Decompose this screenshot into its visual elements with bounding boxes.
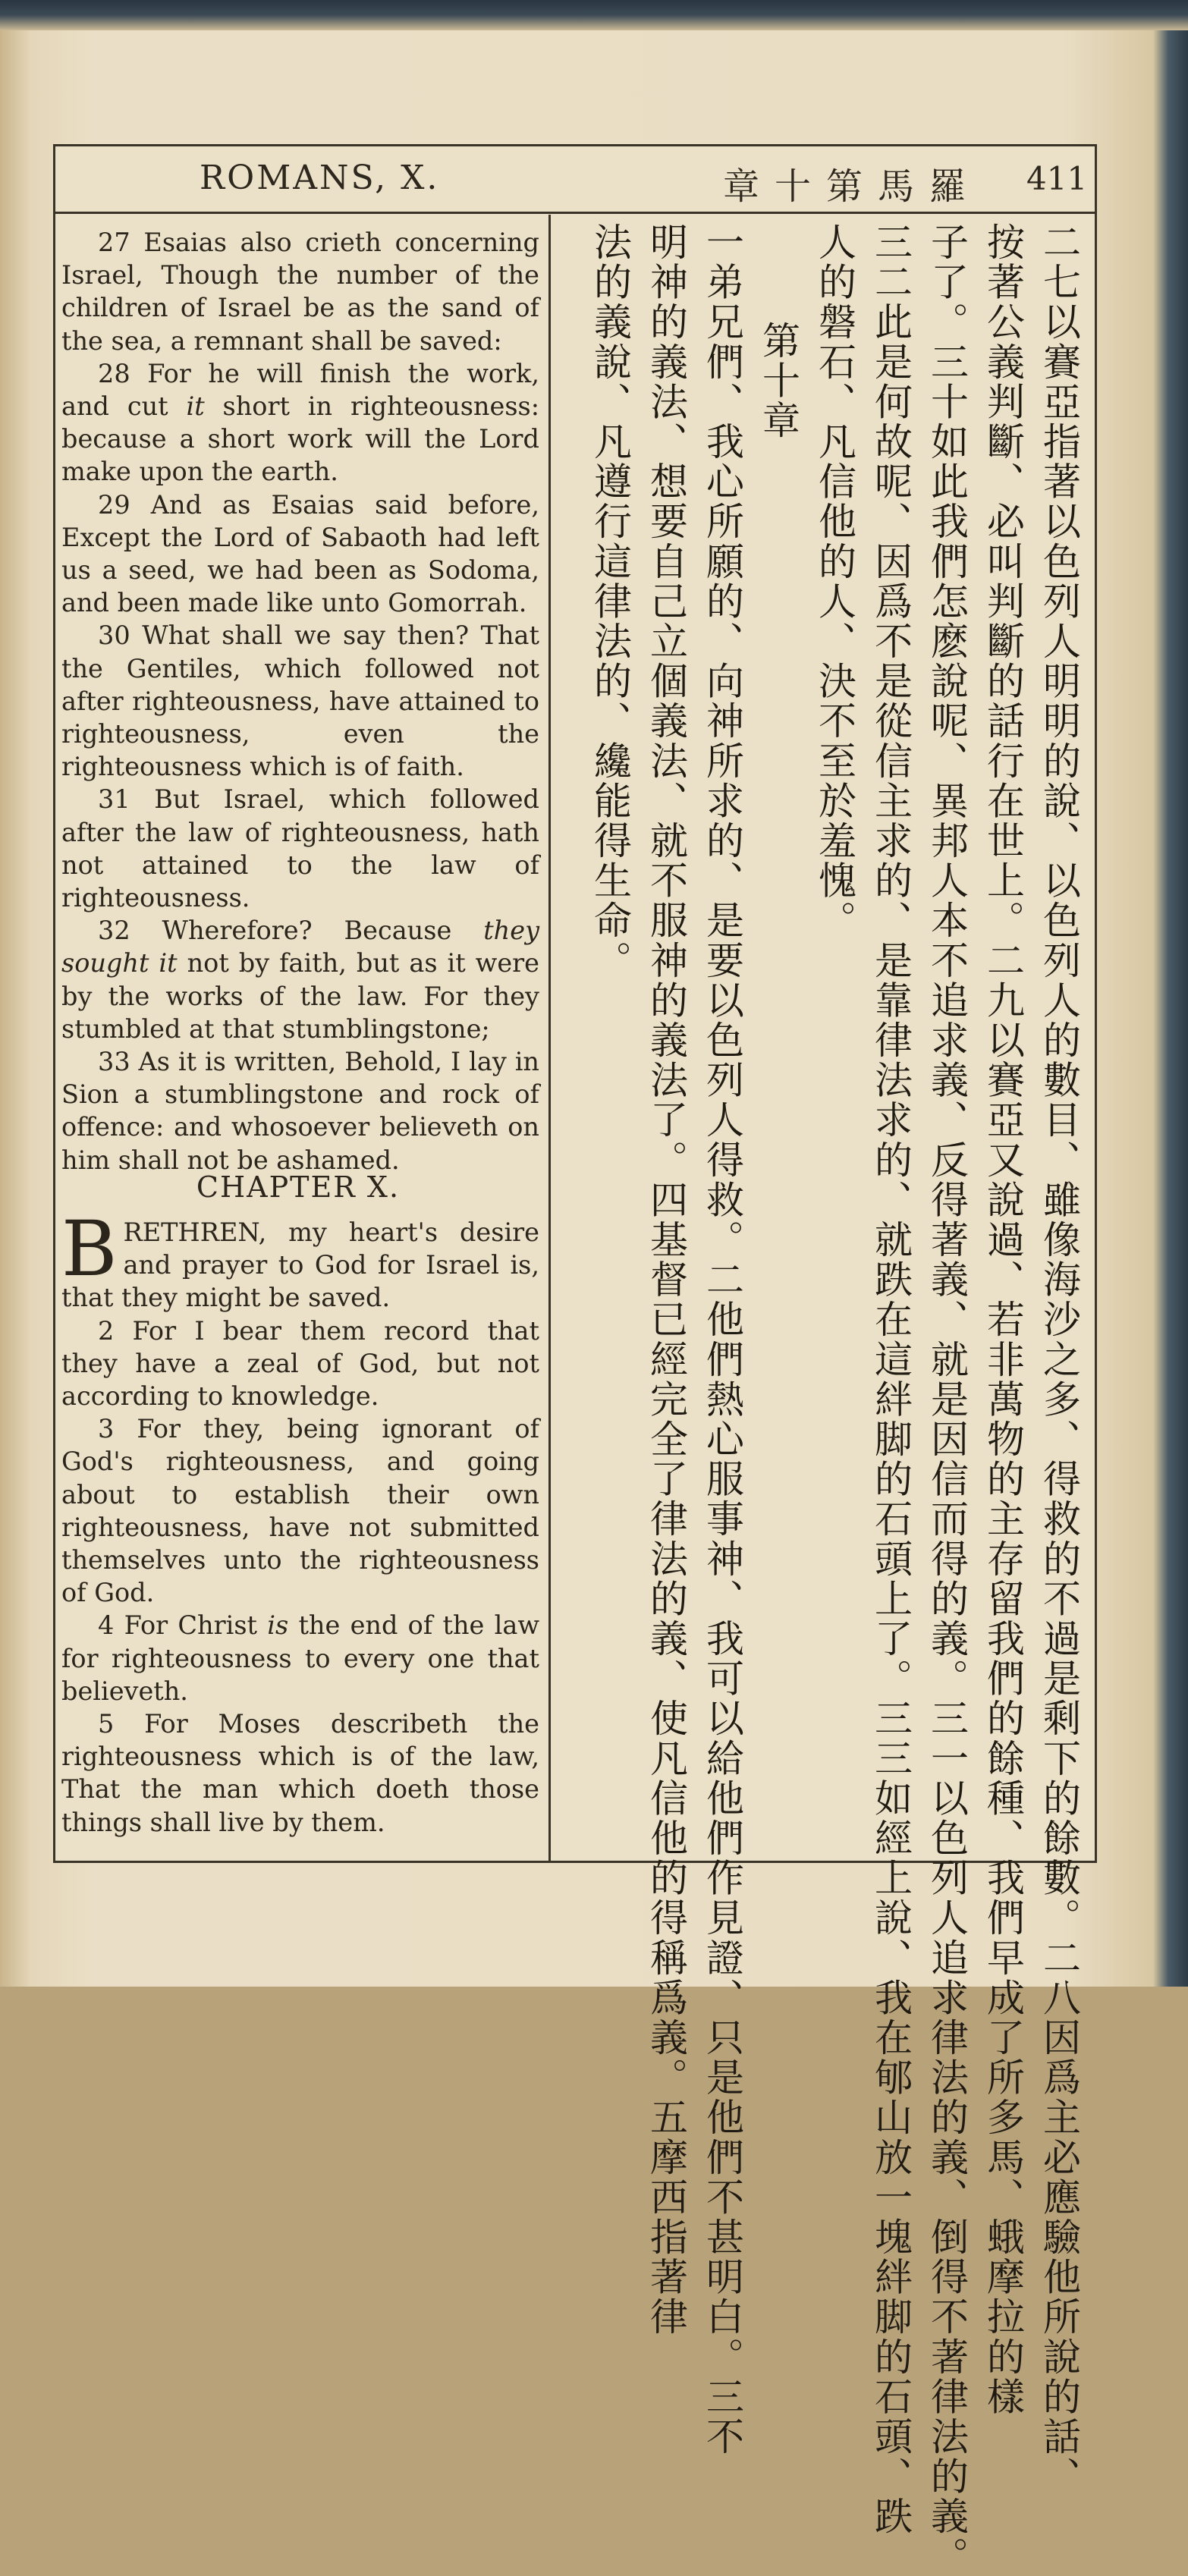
- chinese-line-4: 三二此是何故呢、因爲不是從信主求的、是靠律法求的、就跌在這絆脚的石頭上了。三三如經上說、我在郇山放一塊絆脚的石頭、跌: [869, 222, 913, 2537]
- verse-31: 31 But Israel, which followed after the law of righteousness, hath not attained to the law of righteousness.: [61, 784, 539, 913]
- book-cover-edge: [0, 0, 1188, 30]
- verse-4: 4 For Christ is the end of the law for righteousness to every one that believeth.: [61, 1610, 539, 1706]
- verse-32: 32 Wherefore? Because they sought it not by faith, but as it were by the works of the law. For they stumbled at that stumblingstone;: [61, 916, 539, 1044]
- header-chinese-title: 章十第馬羅: [723, 165, 982, 208]
- column-divider: [548, 215, 551, 1861]
- verse-29: 29 And as Esaias said before, Except the Lord of Sabaoth had left us a seed, we had been as Sodoma, and been made like unto Gomorrah.: [61, 489, 539, 618]
- chinese-chapter-heading: 第十章: [756, 321, 800, 441]
- header-book-title: ROMANS, X.: [200, 159, 440, 197]
- chinese-line-5: 人的磐石、凡信他的人、決不至於羞愧。: [812, 222, 856, 941]
- chinese-line-7: 一弟兄們、我心所願的、向神所求的、是要以色列人得救。二他們熱心服事神、我可以給他們作見證、只是他們不甚明白。三不: [700, 222, 744, 2457]
- verse-5: 5 For Moses describeth the righteousness which is of the law, That the man which doeth those things shall live by them.: [61, 1709, 539, 1837]
- chinese-line-9: 法的義說、凡遵行這律法的、纔能得生命。: [588, 222, 632, 981]
- running-header: [55, 146, 1095, 214]
- english-text-column: [61, 226, 539, 1176]
- book-page: [53, 144, 1097, 2576]
- drop-cap: B: [61, 1205, 118, 1293]
- chinese-line-2: 按著公義判斷、必叫判斷的話行在世上。二九以賽亞又說過、若非萬物的主存留我們的餘種、我們早成了所多馬、蛾摩拉的樣: [981, 222, 1025, 2417]
- chinese-line-3: 子了。三十如此我們怎麽說呢、異邦人本不追求義、反得著義、就是因信而得的義。三一以色列人追求律法的義、倒得不著律法的義。: [925, 222, 969, 2576]
- page-number: 411: [1026, 160, 1088, 197]
- verse-30: 30 What shall we say then? That the Gentiles, which followed not after righteousness, have attained to righteousness, even the righteousness which is of faith.: [61, 620, 539, 782]
- chapter-heading: CHAPTER X.: [196, 1170, 401, 1204]
- verse-1: BRETHREN, my heart's desire and prayer to God for Israel is, that they might be saved.: [61, 1205, 539, 1313]
- verse-28: 28 For he will finish the work, and cut it short in righteousness: because a short work will the Lord make upon the earth.: [61, 358, 539, 487]
- english-chapter-10-text: [61, 1205, 539, 1839]
- chinese-line-1: 二七以賽亞指著以色列人明明的說、以色列人的數目、雖像海沙之多、得救的不過是剩下的餘數。二八因爲主必應驗他所說的話、: [1037, 222, 1081, 2497]
- verse-33: 33 As it is written, Behold, I lay in Sion a stumblingstone and rock of offence: and whosoever believeth on him shall not be ashamed.: [61, 1047, 539, 1175]
- chinese-line-8: 明神的義法、想要自己立個義法、就不服神的義法了。四基督已經完全了律法的義、使凡信他的得稱爲義。五摩西指著律: [644, 222, 688, 2337]
- verse-2: 2 For I bear them record that they have a zeal of God, but not according to knowledge.: [61, 1315, 539, 1412]
- verse-27: 27 Esaias also crieth concerning Israel, Though the number of the children of Israel be as the sand of the sea, a remnant shall be saved:: [61, 228, 539, 356]
- verse-3: 3 For they, being ignorant of God's righteousness, and going about to establish their own righteousness, have not submitted themselves unto the righteousness of God.: [61, 1414, 539, 1608]
- chinese-text-column: [571, 222, 1087, 2576]
